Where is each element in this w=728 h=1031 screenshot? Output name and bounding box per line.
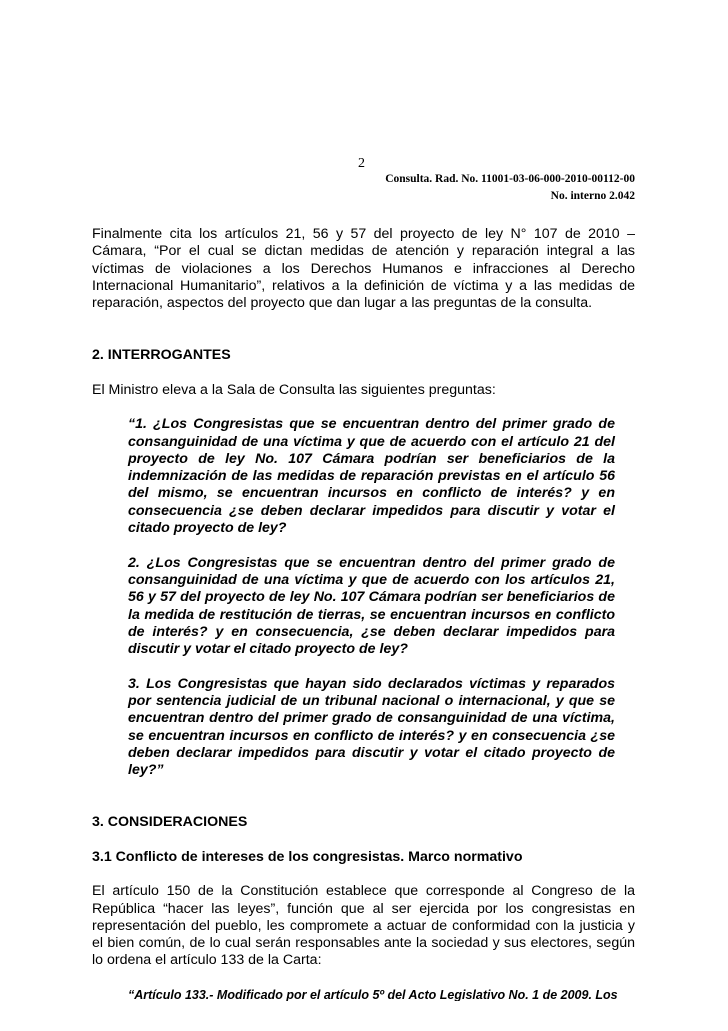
constitution-paragraph: El artículo 150 de la Constitución establece que corresponde al Congreso de la República “hacer las leyes”, función que al ser ejercida por los congresistas en representación del pueblo, les compromete a actuar de conformidad con la justicia y el bien común, de lo cual serán responsables ante la sociedad y sus electores, según lo ordena el artículo 133 de la Carta: <box>92 883 635 969</box>
questions-lead: El Ministro eleva a la Sala de Consulta las siguientes preguntas: <box>92 381 496 398</box>
document-body <box>92 226 635 1001</box>
question-2: 2. ¿Los Congresistas que se encuentran dentro del primer grado de consanguinidad de una víctima y que de acuerdo con los artículos 21, 56 y 57 del proyecto de ley No. 107 Cámara podrían ser beneficiarios de la medida de restitución de tierras, se encuentran incursos en conflicto de interés? y en consecuencia, ¿se deben declarar impedidos para discutir y votar el citado proyecto de ley? <box>128 554 615 658</box>
section-heading-interrogantes: 2. INTERROGANTES <box>92 347 231 364</box>
intro-paragraph: Finalmente cita los artículos 21, 56 y 57 del proyecto de ley N° 107 de 2010 – Cámara, “Por el cual se dictan medidas de atención y reparación integral a las víctimas de violaciones a los Derechos Humanos e infracciones al Derecho Internacional Humanitario”, relativos a la definición de víctima y a las medidas de reparación, aspectos del proyecto que dan lugar a las preguntas de la consulta. <box>92 226 635 312</box>
internal-number: No. interno 2.042 <box>550 190 635 202</box>
question-1: “1. ¿Los Congresistas que se encuentran dentro del primer grado de consanguinidad de una víctima y que de acuerdo con el artículo 21 del proyecto de ley No. 107 Cámara podrían ser beneficiarios de la indemnización de las medidas de reparación previstas en el artículo 56 del mismo, se encuentran incursos en conflicto de interés? y en consecuencia ¿se deben declarar impedidos para discutir y votar el citado proyecto de ley? <box>128 416 615 537</box>
page-number: 2 <box>358 156 365 171</box>
subsection-heading: 3.1 Conflicto de intereses de los congresistas. Marco normativo <box>92 848 523 865</box>
question-3: 3. Los Congresistas que hayan sido declarados víctimas y reparados por sentencia judicial de un tribunal nacional o internacional, y que se encuentran dentro del primer grado de consanguinidad de una víctima, se encuentran incursos en conflicto de interés? y en consecuencia ¿se deben declarar impedidos para discutir y votar el citado proyecto de ley?” <box>128 675 615 779</box>
section-heading-consideraciones: 3. CONSIDERACIONES <box>92 814 248 831</box>
consultation-reference: Consulta. Rad. No. 11001-03-06-000-2010-00112-00 <box>385 173 635 185</box>
article-133-quote-start: “Artículo 133.- Modificado por el artículo 5º del Acto Legislativo No. 1 de 2009. Los <box>128 988 618 1002</box>
